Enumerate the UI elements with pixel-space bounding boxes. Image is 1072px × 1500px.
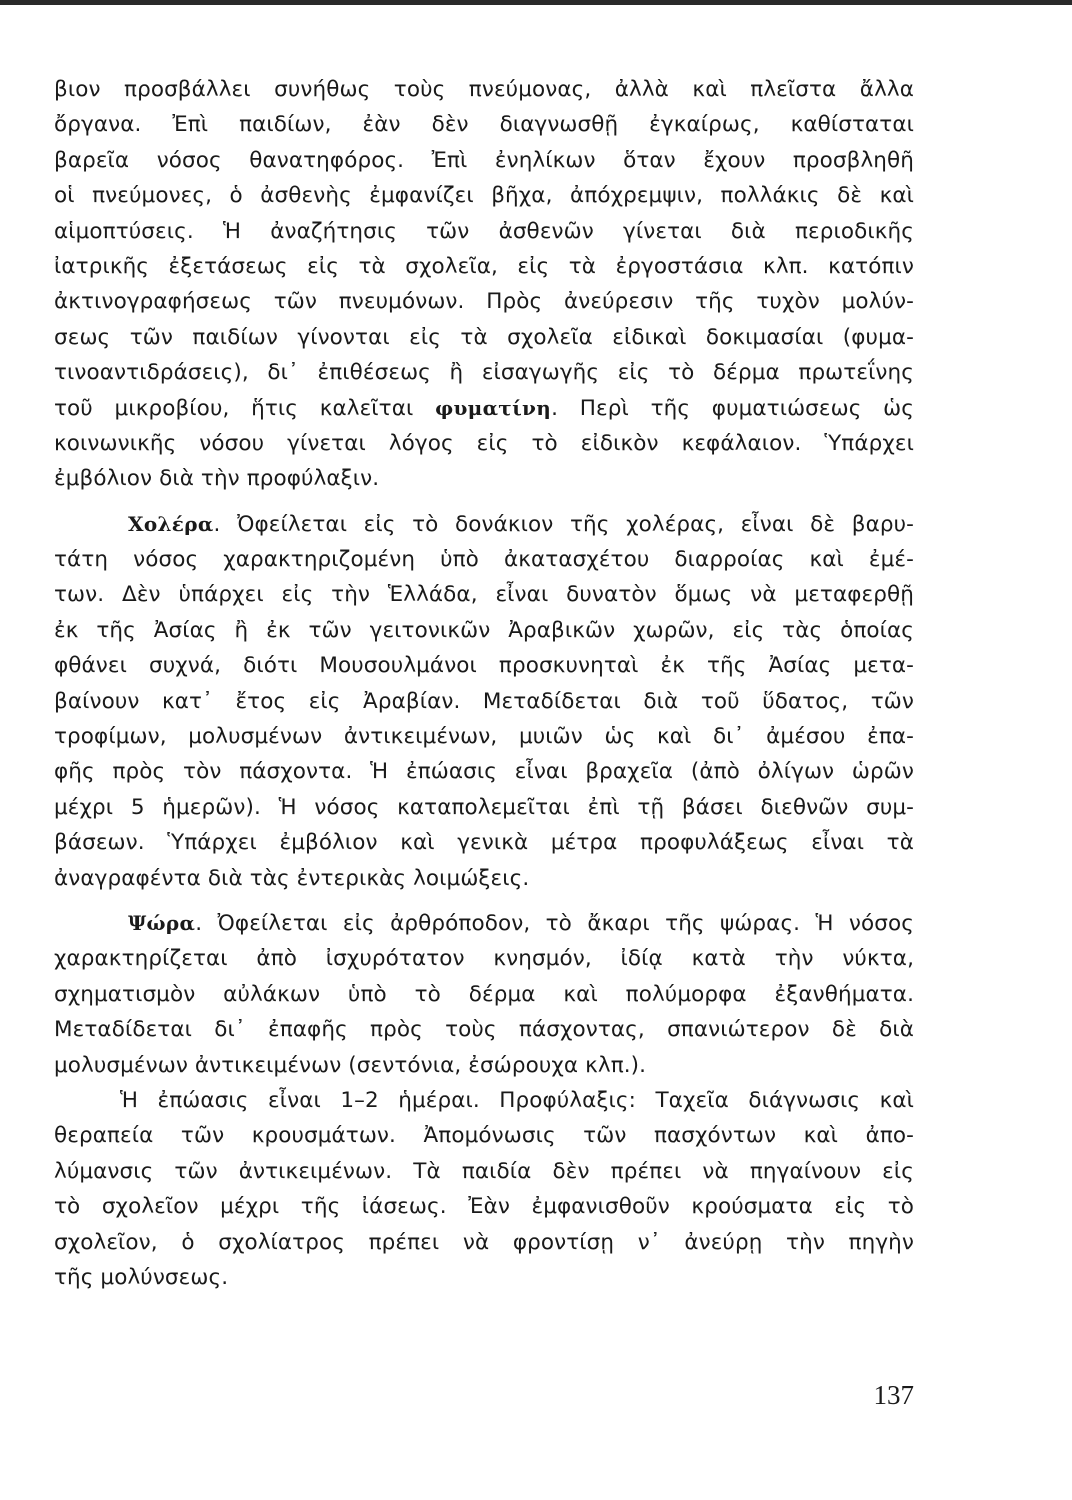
- body-line: βαρεῖα νόσος θανατηφόρος. Ἐπὶ ἐνηλίκων ὅταν ἔχουν προσβληθῆ: [54, 147, 914, 173]
- body-line: τὸ σχολεῖον μέχρι τῆς ἰάσεως. Ἐὰν ἐμφανισθοῦν κρούσματα εἰς τὸ: [54, 1194, 914, 1220]
- body-line: αἱμοπτύσεις. Ἡ ἀναζήτησις τῶν ἀσθενῶν γίνεται διὰ περιοδικῆς: [54, 218, 914, 244]
- cholera-heading-line: [54, 507, 914, 542]
- body-line: ἐμβόλιον διὰ τὴν προφύλαξιν.: [54, 466, 380, 492]
- body-line-text: τοῦ μικροβίου, ἥτις καλεῖται: [54, 395, 436, 421]
- body-line: ἀκτινογραφήσεως τῶν πνευμόνων. Πρὸς ἀνεύρεσιν τῆς τυχὸν μολύν-: [54, 289, 914, 315]
- cholera-first-line-text: . Ὀφείλεται εἰς τὸ δονάκιον τῆς χολέρας, εἶναι δὲ βαρυ-: [213, 511, 914, 537]
- scabies-term: Ψώρα: [128, 910, 196, 935]
- body-line: ἀναγραφέντα διὰ τὰς ἐντερικὰς λοιμώξεις.: [54, 865, 530, 891]
- body-line: βιον προσβάλλει συνήθως τοὺς πνεύμονας, ἀλλὰ καὶ πλεῖστα ἄλλα: [54, 77, 914, 102]
- body-line: σχολεῖον, ὁ σχολίατρος πρέπει νὰ φροντίσῃ ν᾿ ἀνεύρῃ τὴν πηγὴν: [54, 1229, 914, 1255]
- body-line: φῆς πρὸς τὸν πάσχοντα. Ἡ ἐπώασις εἶναι βραχεῖα (ἀπὸ ὀλίγων ὡρῶν: [54, 759, 914, 785]
- body-line: χαρακτηρίζεται ἀπὸ ἰσχυρότατον κνησμόν, ἰδίᾳ κατὰ τὴν νύκτα,: [54, 946, 914, 972]
- body-line: θεραπεία τῶν κρουσμάτων. Ἀπομόνωσις τῶν πασχόντων καὶ ἀπο-: [54, 1123, 914, 1149]
- body-line: σχηματισμὸν αὐλάκων ὑπὸ τὸ δέρμα καὶ πολύμορφα ἐξανθήματα.: [54, 981, 914, 1007]
- body-line: βαίνουν κατ᾿ ἔτος εἰς Ἀραβίαν. Μεταδίδεται διὰ τοῦ ὕδατος, τῶν: [54, 688, 914, 714]
- page-number: 137: [873, 1380, 914, 1410]
- body-line: κοινωνικῆς νόσου γίνεται λόγος εἰς τὸ εἰδικὸν κεφάλαιον. Ὑπάρχει: [54, 430, 914, 456]
- body-line-with-term: [54, 391, 914, 426]
- body-line: οἱ πνεύμονες, ὁ ἀσθενὴς ἐμφανίζει βῆχα, ἀπόχρεμψιν, πολλάκις δὲ καὶ: [54, 183, 914, 209]
- body-line: τροφίμων, μολυσμένων ἀντικειμένων, μυιῶν ὡς καὶ δι᾿ ἀμέσου ἐπα-: [54, 724, 914, 750]
- body-line: ὄργανα. Ἐπὶ παιδίων, ἐὰν δὲν διαγνωσθῇ ἐγκαίρως, καθίσταται: [54, 112, 914, 138]
- body-line: φθάνει συχνά, διότι Μουσουλμάνοι προσκυνηταὶ ἐκ τῆς Ἀσίας μετα-: [54, 653, 914, 679]
- scabies-heading-line: [54, 906, 914, 941]
- body-line: των. Δὲν ὑπάρχει εἰς τὴν Ἑλλάδα, εἶναι δυνατὸν ὅμως νὰ μεταφερθῇ: [54, 582, 914, 608]
- body-line: τινοαντιδράσεις), δι᾿ ἐπιθέσεως ἢ εἰσαγωγῆς εἰς τὸ δέρμα πρωτεΐνης: [54, 360, 914, 386]
- scabies-first-line-text: . Ὀφείλεται εἰς ἀρθρόποδον, τὸ ἄκαρι τῆς ψώρας. Ἡ νόσος: [195, 910, 914, 936]
- top-edge-rule: [0, 0, 1072, 5]
- body-line: Μεταδίδεται δι᾿ ἐπαφῆς πρὸς τοὺς πάσχοντας, σπανιώτερον δὲ διὰ: [54, 1017, 914, 1043]
- body-line: μέχρι 5 ἡμερῶν). Ἡ νόσος καταπολεμεῖται ἐπὶ τῇ βάσει διεθνῶν συμ-: [54, 794, 914, 820]
- body-line: τῆς μολύνσεως.: [54, 1264, 229, 1290]
- body-line-text: . Περὶ τῆς φυματιώσεως ὡς: [551, 395, 914, 421]
- body-line: ἰατρικῆς ἐξετάσεως εἰς τὰ σχολεῖα, εἰς τὰ ἐργοστάσια κλπ. κατόπιν: [54, 253, 914, 279]
- cholera-term: Χολέρα: [128, 511, 214, 536]
- body-line: τάτη νόσος χαρακτηριζομένη ὑπὸ ἀκατασχέτου διαρροίας καὶ ἐμέ-: [54, 547, 914, 573]
- body-line: ἐκ τῆς Ἀσίας ἢ ἐκ τῶν γειτονικῶν Ἀραβικῶν χωρῶν, εἰς τὰς ὁποίας: [54, 617, 914, 643]
- body-line: βάσεων. Ὑπάρχει ἐμβόλιον καὶ γενικὰ μέτρα προφυλάξεως εἶναι τὰ: [54, 830, 914, 856]
- body-line: Ἡ ἐπώασις εἶναι 1–2 ἡμέραι. Προφύλαξις: Ταχεῖα διάγνωσις καὶ: [120, 1087, 914, 1113]
- body-line: λύμανσις τῶν ἀντικειμένων. Τὰ παιδία δὲν πρέπει νὰ πηγαίνουν εἰς: [54, 1158, 914, 1184]
- tuberculin-term: φυματίνη: [435, 395, 552, 420]
- page-body: [54, 72, 914, 1295]
- body-line: σεως τῶν παιδίων γίνονται εἰς τὰ σχολεῖα εἰδικαὶ δοκιμασίαι (φυμα-: [54, 324, 914, 350]
- body-line: μολυσμένων ἀντικειμένων (σεντόνια, ἐσώρουχα κλπ.).: [54, 1052, 647, 1078]
